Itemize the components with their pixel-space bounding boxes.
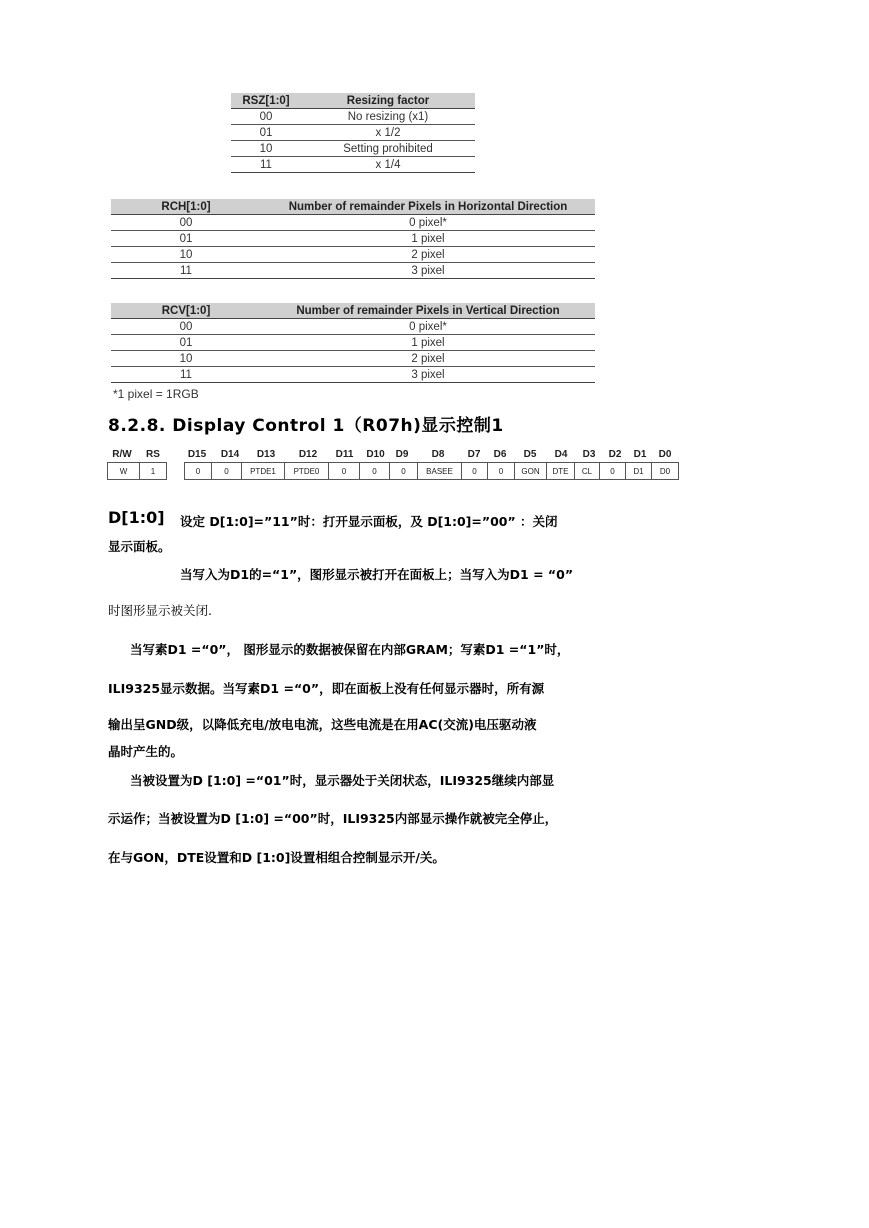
register-cell: BASEE (417, 462, 462, 480)
paragraph-line: ILI9325显示数据。当写素D1 =“0”，即在面板上没有任何显示器时，所有源 (108, 681, 545, 696)
column-header: RCH[1:0] (111, 199, 261, 215)
table-cell: 11 (111, 263, 261, 279)
table-cell: 01 (231, 125, 301, 141)
rcv-table (111, 303, 595, 383)
table-cell: 01 (111, 335, 261, 351)
register-cell: 0 (487, 462, 515, 480)
footnote: *1 pixel = 1RGB (113, 387, 199, 401)
register-header: D10 (366, 449, 385, 460)
table-cell: 00 (111, 319, 261, 335)
table-cell: 01 (111, 231, 261, 247)
table-cell: 2 pixel (261, 351, 595, 367)
register-header: D4 (554, 449, 568, 460)
paragraph-line: 当写素D1 =“0”， 图形显示的数据被保留在内部GRAM；写素D1 =“1”时， (130, 642, 570, 657)
paragraph-line: 时图形显示被关闭. (108, 603, 212, 618)
table-cell: 2 pixel (261, 247, 595, 263)
register-header: D1 (633, 449, 647, 460)
column-header: RSZ[1:0] (231, 93, 301, 109)
register-cell: 1 (139, 462, 167, 480)
register-header: D7 (467, 449, 481, 460)
register-cell: PTDE1 (241, 462, 285, 480)
paragraph-line: 显示面板。 (108, 539, 171, 554)
paragraph-line: 示运作；当被设置为D [1:0] =“00”时，ILI9325内部显示操作就被完全停止， (108, 811, 558, 826)
table-cell: Setting prohibited (301, 141, 475, 157)
register-header: R/W (112, 449, 132, 460)
table-header-row (111, 303, 595, 319)
section-title: 8.2.8. Display Control 1（R07h)显示控制1 (108, 416, 504, 436)
table-cell: x 1/4 (301, 157, 475, 173)
table-row (111, 335, 595, 351)
rch-table (111, 199, 595, 279)
paragraph-line: 当写入为D1的=“1”，图形显示被打开在面板上；当写入为D1 = “0” (180, 567, 574, 582)
register-header: D11 (335, 449, 354, 460)
register-header: D0 (658, 449, 672, 460)
column-header: Number of remainder Pixels in Vertical Direction (261, 303, 595, 319)
register-header: D6 (493, 449, 507, 460)
table-cell: 0 pixel* (261, 215, 595, 231)
table-row (111, 215, 595, 231)
d-field-label: D[1:0] (108, 508, 165, 527)
paragraph-line: 晶时产生的。 (108, 744, 184, 759)
register-header: D3 (582, 449, 596, 460)
register-cell: GON (514, 462, 547, 480)
column-header: Resizing factor (301, 93, 475, 109)
register-header: D2 (608, 449, 622, 460)
register-cell: D0 (651, 462, 679, 480)
table-cell: 00 (231, 109, 301, 125)
paragraph-line: 当被设置为D [1:0] =“01”时，显示器处于关闭状态，ILI9325继续内部显 (130, 773, 555, 788)
paragraph-line: 输出呈GND级，以降低充电/放电电流，这些电流是在用AC(交流)电压驱动液 (108, 717, 537, 732)
table-cell: No resizing (x1) (301, 109, 475, 125)
register-cell: 0 (461, 462, 488, 480)
register-header: D15 (187, 449, 207, 460)
register-header: D13 (256, 449, 276, 460)
table-row (231, 125, 475, 141)
rsz-table (231, 93, 475, 173)
register-header: D9 (395, 449, 409, 460)
table-header-row (111, 199, 595, 215)
register-cell: DTE (546, 462, 575, 480)
table-cell: 10 (111, 351, 261, 367)
register-cell: 0 (211, 462, 242, 480)
register-header: RS (146, 449, 160, 460)
column-header: Number of remainder Pixels in Horizontal Direction (261, 199, 595, 215)
register-cell: 0 (184, 462, 212, 480)
register-header: D5 (523, 449, 537, 460)
table-cell: x 1/2 (301, 125, 475, 141)
table-row (231, 109, 475, 125)
table-cell: 11 (111, 367, 261, 383)
register-header: D14 (220, 449, 240, 460)
table-row (111, 351, 595, 367)
table-row (111, 319, 595, 335)
paragraph-line: 在与GON，DTE设置和D [1:0]设置相组合控制显示开/关。 (108, 850, 445, 865)
table-cell: 1 pixel (261, 335, 595, 351)
table-row (111, 367, 595, 383)
table-row (111, 231, 595, 247)
register-cell: 0 (389, 462, 418, 480)
table-row (231, 157, 475, 173)
table-row (111, 247, 595, 263)
table-cell: 10 (231, 141, 301, 157)
table-row (111, 263, 595, 279)
table-cell: 10 (111, 247, 261, 263)
register-cell: D1 (625, 462, 652, 480)
register-header: D12 (298, 449, 318, 460)
table-row (231, 141, 475, 157)
register-cell: CL (574, 462, 600, 480)
table-cell: 0 pixel* (261, 319, 595, 335)
register-header-row (107, 449, 679, 461)
table-cell: 3 pixel (261, 263, 595, 279)
register-cell: 0 (359, 462, 390, 480)
table-cell: 11 (231, 157, 301, 173)
register-cell: PTDE0 (284, 462, 329, 480)
table-header-row (231, 93, 475, 109)
register-cell: W (107, 462, 140, 480)
paragraph-line: 设定 D[1:0]=”11”时：打开显示面板，及 D[1:0]=”00” ：关闭 (180, 514, 558, 529)
register-cell: 0 (328, 462, 360, 480)
column-header: RCV[1:0] (111, 303, 261, 319)
table-cell: 00 (111, 215, 261, 231)
register-cell: 0 (599, 462, 626, 480)
register-header: D8 (431, 449, 445, 460)
table-cell: 3 pixel (261, 367, 595, 383)
table-cell: 1 pixel (261, 231, 595, 247)
